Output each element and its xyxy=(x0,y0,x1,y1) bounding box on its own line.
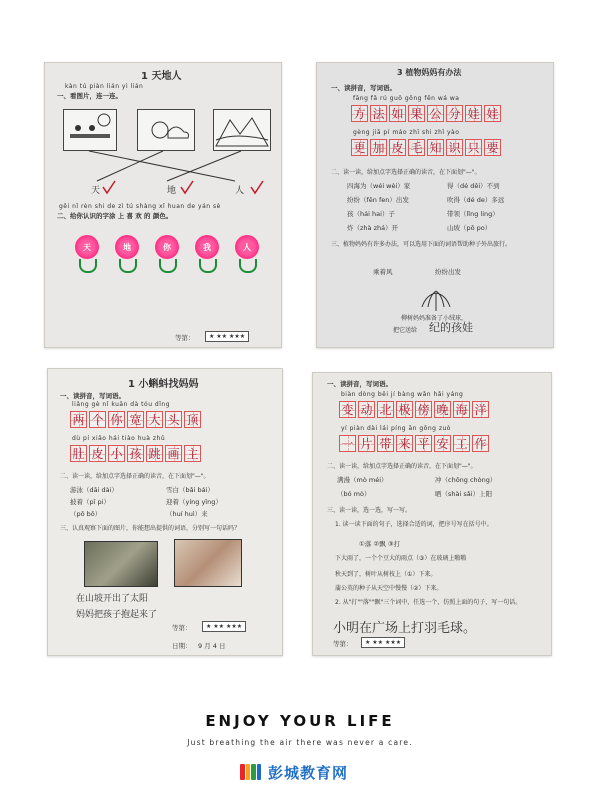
pronunciation-item: 冲（chōng chòng） xyxy=(435,476,497,484)
word-cell: 如 xyxy=(389,105,406,122)
grade-stars: ★ ★★ ★★★ xyxy=(202,621,246,632)
footer-title: ENJOY YOUR LIFE xyxy=(205,712,395,730)
word-cell: 小 xyxy=(108,445,125,462)
pinyin-line: fāng fǎ rú guǒ gōng fēn wá wa xyxy=(353,95,460,102)
pronunciation-item: 迎着（yíng yǐng） xyxy=(166,498,222,506)
word-cell: 工 xyxy=(453,435,470,452)
word-cell: 跳 xyxy=(146,445,163,462)
date-label: 日期： xyxy=(172,642,192,650)
word-cell: 法 xyxy=(370,105,387,122)
pinyin-line: gěi nǐ rèn shi de zì tú shàng xǐ huan de yán sè xyxy=(59,203,221,210)
pinyin-line: biàn dòng běi jí bàng wǎn hǎi yáng xyxy=(341,391,464,398)
word-choices: ①落 ②飘 ③打 xyxy=(359,540,401,548)
word-cell: 毛 xyxy=(408,139,425,156)
exercise-line: 蒲公英的种子从天空中慢慢（②）下来。 xyxy=(335,585,443,592)
caption: 把它送给 xyxy=(393,327,418,334)
word-cell: 主 xyxy=(184,445,201,462)
word-cell: 晚 xyxy=(434,401,451,418)
label-sky: 天 xyxy=(91,186,101,196)
pronunciation-item: 纷纷（fēn fen）出发 xyxy=(347,196,409,204)
exercise-line: 下大雨了，一个个豆大的雨点（③）在玻璃上啪啪 xyxy=(335,555,467,562)
pronunciation-item: 山坡（pō po） xyxy=(447,224,492,232)
pronunciation-item: 晒（shài sǎi）上阳 xyxy=(435,490,493,498)
word-grid-row-2 xyxy=(339,435,489,452)
word-cell: 娃 xyxy=(465,105,482,122)
label-earth: 地 xyxy=(167,186,177,196)
flower-stem xyxy=(199,259,217,273)
worksheet-page-2 xyxy=(316,62,554,348)
pronunciation-item: 吹得（dé de）多远 xyxy=(447,196,505,204)
flower-1: 天 xyxy=(75,235,99,259)
word-cell: 娃 xyxy=(484,105,501,122)
pronunciation-item: 满漫（mò méi） xyxy=(337,476,388,484)
word-cell: 来 xyxy=(396,435,413,452)
word-cell: 识 xyxy=(446,139,463,156)
word-cell: 知 xyxy=(427,139,444,156)
word-cell: 变 xyxy=(339,401,356,418)
word-cell: 个 xyxy=(89,411,106,428)
question-heading: 一、读拼音，写词语。 xyxy=(60,392,125,400)
question-heading: 一、看图片，连一连。 xyxy=(57,92,122,100)
word-cell: 傍 xyxy=(415,401,432,418)
word-cell: 更 xyxy=(351,139,368,156)
word-grid-row-1 xyxy=(70,411,201,428)
page-title: 1 天地人 xyxy=(141,71,182,82)
word-cell: 要 xyxy=(484,139,501,156)
word-cell: 你 xyxy=(108,411,125,428)
pinyin-line: liǎng gè nǐ kuān dà tóu dǐng xyxy=(72,401,171,408)
word-cell: 只 xyxy=(465,139,482,156)
page-title: 3 植物妈妈有办法 xyxy=(397,68,462,77)
word-cell: 安 xyxy=(434,435,451,452)
flower-stem xyxy=(79,259,97,273)
word-cell: 平 xyxy=(415,435,432,452)
handwritten-answer-1: 在山坡开出了太阳 xyxy=(76,594,149,604)
pinyin-line: kàn tú piàn lián yì lián xyxy=(65,83,144,90)
question-heading: 二、给你认识的字涂 上 喜 欢 的 颜色。 xyxy=(57,212,173,220)
word-cell: 海 xyxy=(453,401,470,418)
word-cell: 头 xyxy=(165,411,182,428)
word-cell: 孩 xyxy=(127,445,144,462)
question-heading: 三、认真观察下面的图片，你能想出提供的词语，分别写一句话吗？ xyxy=(60,525,241,532)
flower-stem xyxy=(119,259,137,273)
word-grid-row-1 xyxy=(339,401,489,418)
pronunciation-item: 游泳（dāi dài） xyxy=(70,486,118,494)
flower-4: 我 xyxy=(195,235,219,259)
word-cell: 皮 xyxy=(89,445,106,462)
pronunciation-item: （huí huì）来 xyxy=(166,510,208,518)
grade-stars: ★ ★★ ★★★ xyxy=(361,637,405,648)
word-cell: 洋 xyxy=(472,401,489,418)
pronunciation-item: 得（dé děi）不到 xyxy=(447,182,500,190)
pronunciation-item: 四海为（wéi wèi）家 xyxy=(347,182,411,190)
pronunciation-item: 炸（zhà zhá）开 xyxy=(347,224,399,232)
question-heading: 二、读一读，给加点字选择正确的读音，在下面划"—"。 xyxy=(60,473,210,480)
word-cell: 极 xyxy=(396,401,413,418)
word-cell: 北 xyxy=(377,401,394,418)
exercise-line: 2. 从"打""落""飘"三个词中，任选一个，仿照上面的句子，写一句话。 xyxy=(335,599,522,606)
word-cell: 两 xyxy=(70,411,87,428)
flower-3: 你 xyxy=(155,235,179,259)
book-logo-icon xyxy=(240,764,262,782)
word-cell: 大 xyxy=(146,411,163,428)
word-cell: 一 xyxy=(339,435,356,452)
pronunciation-item: （pō bō） xyxy=(70,510,102,518)
pinyin-line: dù pí xiǎo hái tiào huà zhǔ xyxy=(72,435,166,442)
word-cell: 皮 xyxy=(389,139,406,156)
word-grid-row-2 xyxy=(351,139,501,156)
word-cell: 带 xyxy=(377,435,394,452)
question-heading: 二、读一读，给加点字选择正确的读音，在下面划"—"。 xyxy=(327,463,477,470)
word-cell: 画 xyxy=(165,445,182,462)
word-option: 乘着风 xyxy=(373,268,393,276)
site-logo-text: 彭城教育网 xyxy=(268,764,349,782)
exercise-instruction: 1. 读一读下面的句子，选择合适的词，把序号写在括号中。 xyxy=(335,521,493,528)
word-cell: 片 xyxy=(358,435,375,452)
pinyin-line: gèng jiā pí máo zhī shi zhǐ yào xyxy=(353,129,460,136)
grade-label: 等第： xyxy=(175,334,195,342)
word-cell: 加 xyxy=(370,139,387,156)
pronunciation-item: 带领（lǐng ling） xyxy=(447,210,499,218)
pronunciation-item: （bó mò） xyxy=(337,490,371,498)
question-heading: 三、读一读，选一选，写一写。 xyxy=(327,507,412,514)
handwritten-answer: 小明在广场上打羽毛球。 xyxy=(333,621,477,636)
flower-stem xyxy=(159,259,177,273)
word-cell: 动 xyxy=(358,401,375,418)
exercise-line: 秋天到了，树叶从树枝上（①）下来。 xyxy=(335,571,437,578)
photo-mother-child xyxy=(174,539,242,587)
word-cell: 方 xyxy=(351,105,368,122)
question-heading: 二、读一读，给加点字选择正确的读音，在下面划"—"。 xyxy=(331,169,481,176)
pronunciation-item: 披着（pī pi） xyxy=(70,498,110,506)
worksheet-page-1 xyxy=(44,62,282,348)
willow-tree-picture xyxy=(419,281,453,311)
site-logo[interactable] xyxy=(240,762,348,783)
word-cell: 肚 xyxy=(70,445,87,462)
word-option: 纷纷出发 xyxy=(435,268,461,276)
handwritten-answer: 纪的孩娃 xyxy=(429,321,473,334)
word-cell: 公 xyxy=(427,105,444,122)
question-heading: 一、读拼音，写词语。 xyxy=(331,84,396,92)
grade-stars: ★ ★★ ★★★ xyxy=(205,331,249,342)
grade-label: 等第： xyxy=(172,624,192,632)
pinyin-line: yí piàn dài lái píng ān gōng zuò xyxy=(341,425,451,432)
pronunciation-item: 雪白（bǎi bái） xyxy=(166,486,214,494)
worksheet-page-4 xyxy=(312,372,552,656)
word-cell: 果 xyxy=(408,105,425,122)
flower-5: 人 xyxy=(235,235,259,259)
grade-label: 等第： xyxy=(333,640,353,648)
word-cell: 宽 xyxy=(127,411,144,428)
handwritten-answer-2: 妈妈把孩子抱起来了 xyxy=(76,610,158,620)
question-heading: 一、读拼音，写词语。 xyxy=(327,380,392,388)
page-title: 1 小蝌蚪找妈妈 xyxy=(128,379,199,390)
word-cell: 分 xyxy=(446,105,463,122)
worksheet-page-3 xyxy=(47,368,283,656)
caption: 柳树妈妈准备了小绒球， xyxy=(401,315,468,322)
flower-2: 地 xyxy=(115,235,139,259)
pronunciation-item: 孩（hái hai）子 xyxy=(347,210,395,218)
flower-stem xyxy=(239,259,257,273)
label-people: 人 xyxy=(235,186,245,196)
word-grid-row-1 xyxy=(351,105,501,122)
word-cell: 作 xyxy=(472,435,489,452)
word-cell: 顶 xyxy=(184,411,201,428)
footer-subtitle: Just breathing the air there was never a care. xyxy=(187,738,413,747)
question-heading: 三、植物妈妈有许多办法，可以选用下面的词语帮助种子外出旅行。 xyxy=(331,241,512,248)
photo-tadpole xyxy=(84,541,158,587)
date-value: 9 月 4 日 xyxy=(198,642,226,650)
word-grid-row-2 xyxy=(70,445,201,462)
